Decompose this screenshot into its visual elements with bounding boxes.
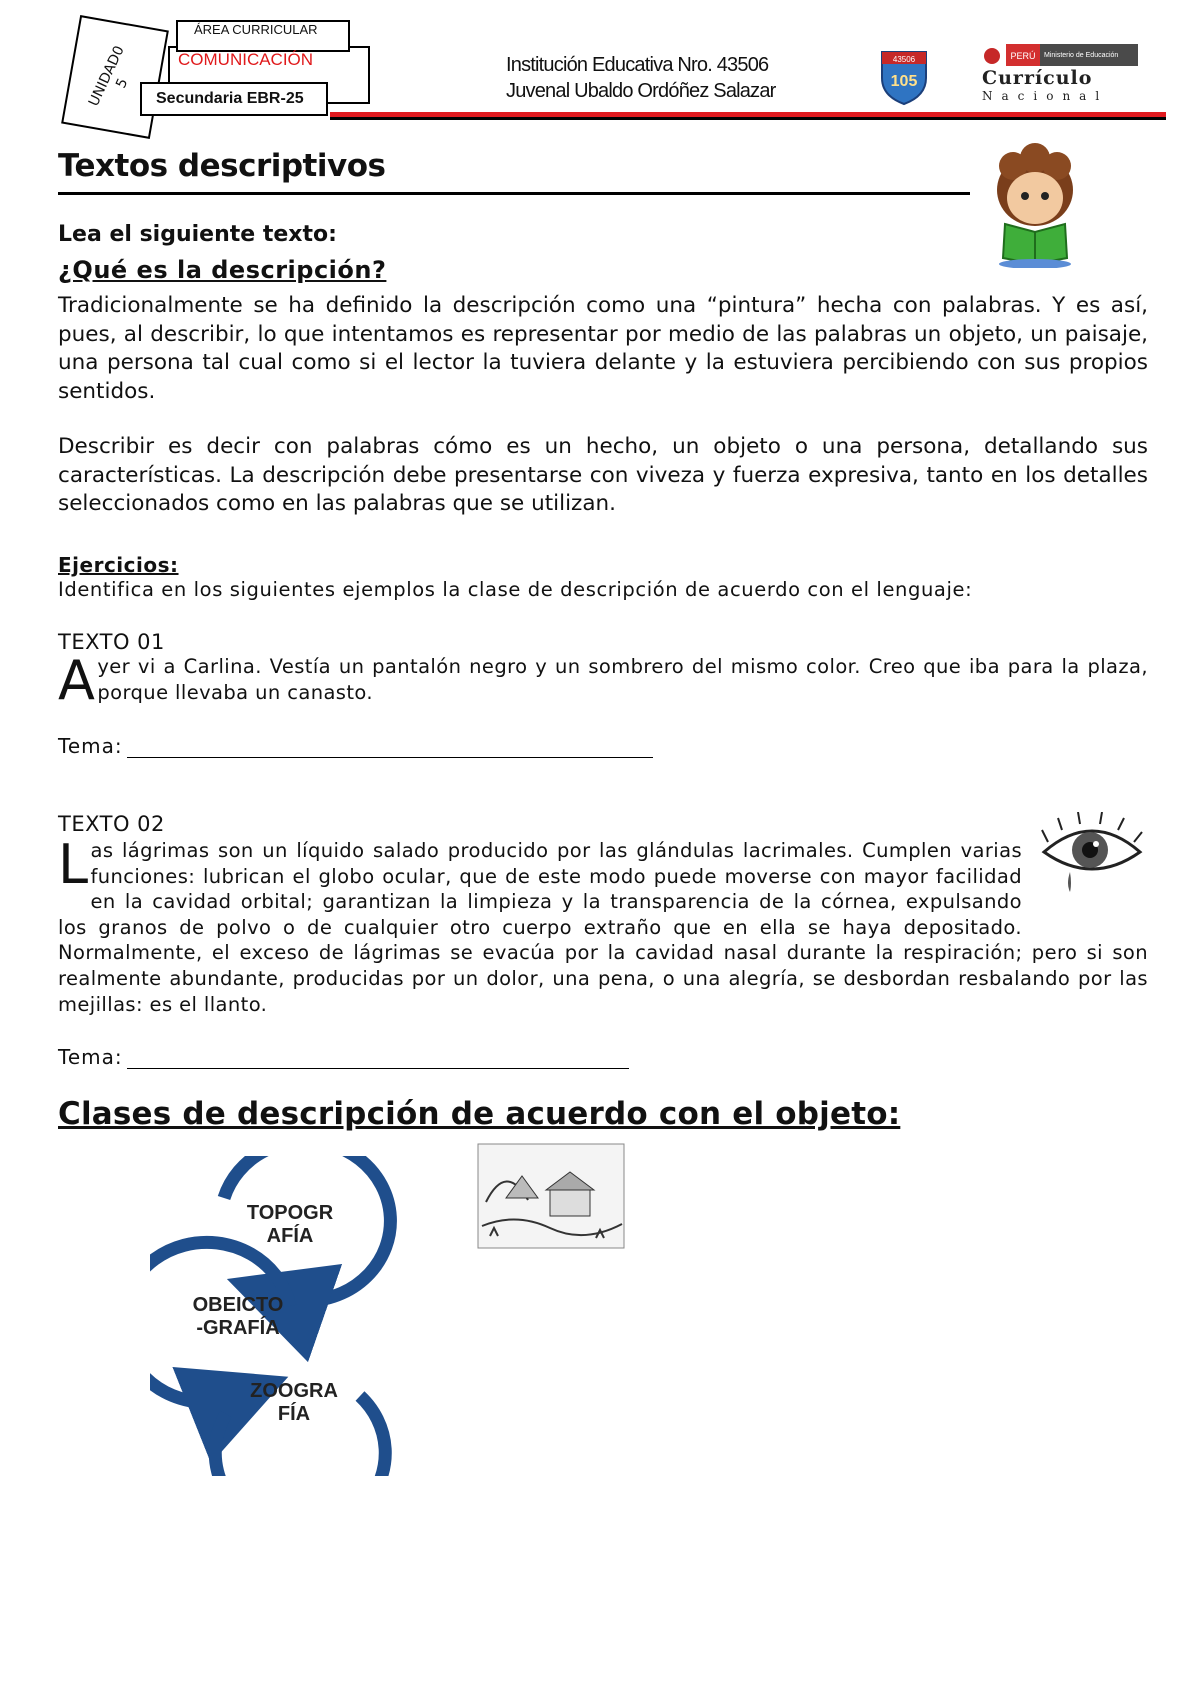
text-02-dropcap: L — [58, 833, 89, 896]
intro-paragraph-2: Describir es decir con palabras cómo es un hecho, un objeto o una persona, detallando sus características. La descripción debe presentarse con viveza y fuerza expresiva, tanto en los detalles seleccionados como en las palabras que se utilizan. — [58, 434, 1148, 516]
nacional-label: Nacional — [982, 89, 1109, 103]
area-value: COMUNICACIÓN — [178, 50, 314, 69]
text-01-content: yer vi a Carlina. Vestía un pantalón negro y un sombrero del mismo color. Creo que iba para la plaza, porque llevaba un canasto. — [97, 655, 1148, 704]
text-01-answer-blank[interactable] — [127, 738, 653, 758]
class-topografia: TOPOGR AFÍA — [246, 1202, 334, 1247]
school-shield-logo — [878, 48, 930, 106]
classes-heading: Clases de descripción de acuerdo con el objeto: — [58, 1096, 901, 1132]
text-01-tema — [58, 734, 653, 758]
boy-reading-illustration — [975, 136, 1095, 268]
school-logo-code: 43506 — [892, 55, 916, 64]
text-02-tema-label: Tema: — [58, 1045, 123, 1069]
text-02-tema — [58, 1045, 629, 1069]
exercises-instruction: Identifica en los siguientes ejemplos la clase de descripción de acuerdo con el lenguaje: — [58, 578, 973, 601]
ministry-label: Ministerio de Educación — [1044, 52, 1119, 59]
text-02-body — [58, 833, 1148, 1017]
text-01-dropcap: A — [58, 649, 96, 712]
intro-paragraph-1: Tradicionalmente se ha definido la descripción como una “pintura” hecha con palabras. Y es así, pues, al describir, lo que intentamos es representar por medio de las palabras un objeto, un paisaje, una persona tal cual como si el lector la tuviera delante y la estuviera percibiendo con sus propios sentidos. — [58, 293, 1148, 404]
peru-label: PERÚ — [1010, 51, 1036, 61]
landscape-sketch — [476, 1142, 626, 1250]
class-zoografia: ZOOGRA FÍA — [250, 1380, 338, 1425]
description-classes-cycle — [150, 1156, 430, 1476]
read-instruction: Lea el siguiente texto: — [58, 222, 337, 247]
class-objectografia: OBEICTO -GRAFÍA — [192, 1294, 284, 1339]
unidad-label: UNIDAD0 5 — [85, 43, 132, 109]
institution-line-1: Institución Educativa Nro. 43506 — [506, 54, 769, 76]
section-question: ¿Qué es la descripción? — [58, 256, 387, 284]
exercises-heading: Ejercicios: — [58, 553, 179, 577]
institution-line-2: Juvenal Ubaldo Ordóñez Salazar — [506, 80, 776, 102]
title-underline — [58, 192, 970, 195]
text-01-body — [58, 649, 1148, 712]
curriculo-nacional-logo — [980, 44, 1140, 104]
area-label: ÁREA CURRICULAR — [176, 20, 350, 52]
header-divider — [330, 112, 1166, 120]
text-02-answer-blank[interactable] — [127, 1049, 629, 1069]
text-02-content: as lágrimas son un líquido salado producido por las glándulas lacrimales. Cumplen varias funciones: lubrican el globo ocular, que de este modo puede moverse con mayor facilidad en la cavidad orbital; garantizan la limpieza y la transparencia de la córnea, expulsando los granos de polvo o de cualquier otro cuerpo extraño que en ella se haya depositado. Normalmente, el exceso de lágrimas se evacúa por la cavidad nasal durante la respiración; pero si son realmente abundante, producidas por un dolor, una pena, o una alegría, se desbordan resbalando por las mejillas: es el llanto. — [58, 839, 1148, 1016]
text-02-label: TEXTO 02 — [58, 812, 165, 836]
national-emblem-icon — [984, 48, 1000, 64]
curriculo-label: Currículo — [982, 67, 1093, 89]
text-01-tema-label: Tema: — [58, 734, 123, 758]
page-title: Textos descriptivos — [58, 148, 386, 184]
level-label: Secundaria EBR-25 — [140, 82, 328, 116]
institution-name — [506, 52, 776, 104]
text-01-label: TEXTO 01 — [58, 630, 165, 654]
school-logo-number: 105 — [890, 73, 918, 90]
